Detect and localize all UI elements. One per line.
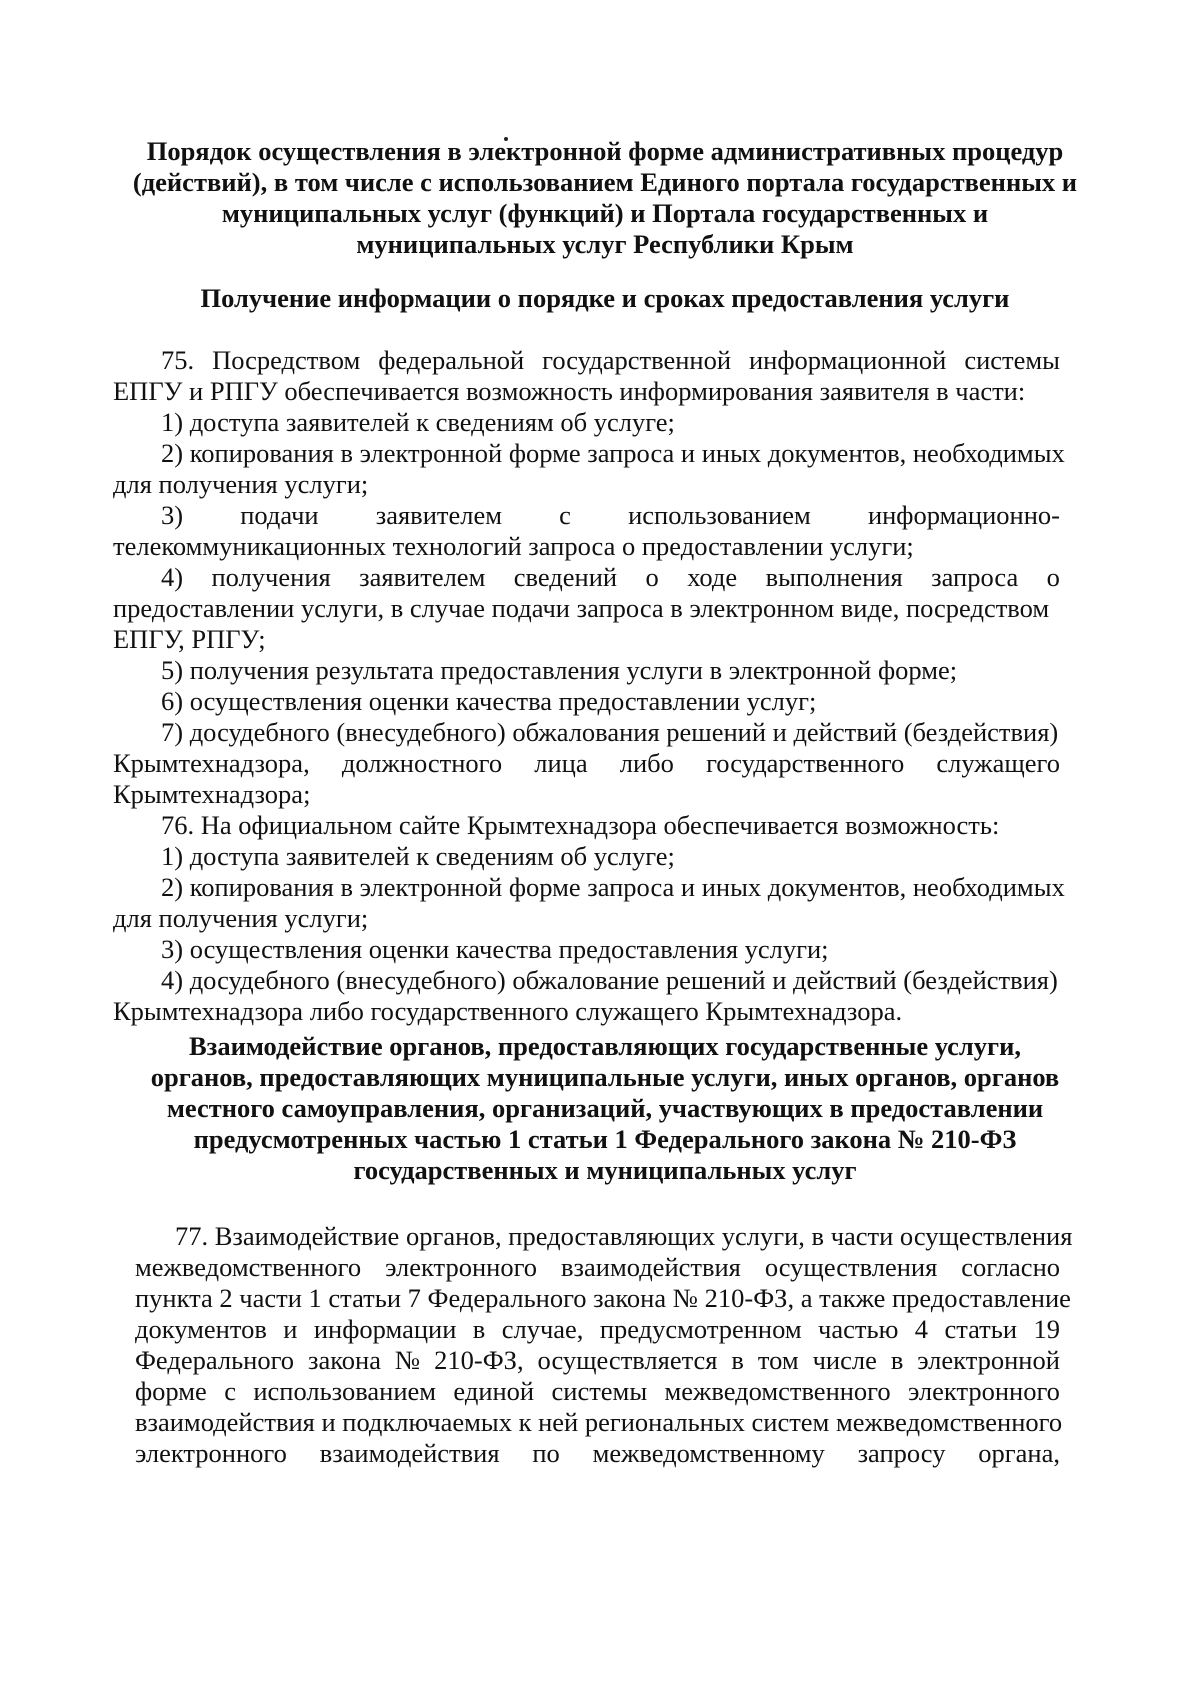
word: запросу bbox=[857, 1438, 946, 1468]
word: использованием bbox=[628, 500, 811, 530]
word: системы bbox=[964, 345, 1060, 375]
word: государственной bbox=[542, 345, 732, 375]
word: информационно- bbox=[867, 500, 1060, 530]
heading-line: местного самоуправления, организаций, участвующих в предоставлении bbox=[166, 1093, 1044, 1123]
justified-line bbox=[135, 1314, 1060, 1345]
word: ходе bbox=[687, 562, 738, 592]
word: 4 bbox=[914, 1314, 929, 1344]
heading-line: (действий), в том числе с использованием Единого портала государственных и bbox=[132, 167, 1078, 197]
word: системы bbox=[551, 1376, 648, 1406]
text-line: 4) досудебного (внесудебного) обжалование решений и действий (бездействия) bbox=[161, 965, 1058, 995]
word: либо bbox=[619, 748, 674, 778]
text-line: 6) осуществления оценки качества предоставлении услуг; bbox=[161, 686, 817, 716]
text-line: для получения услуги; bbox=[113, 903, 369, 933]
word: о bbox=[1046, 562, 1060, 592]
word: 19 bbox=[1033, 1314, 1060, 1344]
text-line: 1) доступа заявителей к сведениям об услуге; bbox=[161, 841, 675, 871]
word: запроса bbox=[931, 562, 1019, 592]
word: взаимодействия bbox=[319, 1438, 500, 1468]
document-title bbox=[110, 136, 1100, 260]
text-line: ЕПГУ, РПГУ; bbox=[113, 624, 266, 654]
word: о bbox=[645, 562, 659, 592]
text-line: 2) копирования в электронной форме запроса и иных документов, необходимых bbox=[161, 438, 1065, 468]
text-line: 76. На официальном сайте Крымтехнадзора обеспечивается возможность: bbox=[161, 810, 1000, 840]
word: случае, bbox=[501, 1314, 584, 1344]
heading-line: государственных и муниципальных услуг bbox=[353, 1155, 857, 1185]
text-line: взаимодействия и подключаемых к ней региональных систем межведомственного bbox=[135, 1407, 1063, 1437]
word: выполнения bbox=[765, 562, 903, 592]
word: 75. bbox=[161, 345, 195, 375]
justified-line bbox=[135, 1252, 1060, 1283]
word: подачи bbox=[240, 500, 319, 530]
section-heading bbox=[110, 283, 1100, 314]
word: документов bbox=[135, 1314, 267, 1344]
word: с bbox=[224, 1376, 236, 1406]
text-line: ЕПГУ и РПГУ обеспечивается возможность информирования заявителя в части: bbox=[113, 376, 1026, 406]
word: органа, bbox=[978, 1438, 1060, 1468]
heading-line: органов, предоставляющих муниципальные услуги, иных органов, органов bbox=[150, 1062, 1060, 1092]
text-line: 3) осуществления оценки качества предоставления услуги; bbox=[161, 934, 829, 964]
word: получения bbox=[211, 562, 331, 592]
word: заявителем bbox=[359, 562, 486, 592]
word: осуществляется bbox=[537, 1345, 718, 1375]
word: электронного bbox=[135, 1438, 287, 1468]
word: предусмотренном bbox=[599, 1314, 802, 1344]
word: электронной bbox=[917, 1345, 1060, 1375]
word: информационной bbox=[748, 345, 947, 375]
word: государственного bbox=[706, 748, 905, 778]
text-line: 7) досудебного (внесудебного) обжалования решений и действий (бездействия) bbox=[161, 717, 1059, 747]
heading-line: предусмотренных частью 1 статьи 1 Федерального закона № 210-ФЗ bbox=[193, 1124, 1017, 1154]
word: 210-ФЗ, bbox=[434, 1345, 524, 1375]
word: 3) bbox=[161, 500, 184, 530]
word: Федерального bbox=[135, 1345, 295, 1375]
text-line: для получения услуги; bbox=[113, 469, 369, 499]
word: заявителем bbox=[375, 500, 502, 530]
word: служащего bbox=[936, 748, 1060, 778]
word: согласно bbox=[961, 1252, 1060, 1282]
word: с bbox=[559, 500, 571, 530]
word: том bbox=[757, 1345, 799, 1375]
word: форме bbox=[135, 1376, 207, 1406]
word: межведомственному bbox=[592, 1438, 825, 1468]
word: Посредством bbox=[212, 345, 361, 375]
word: федеральной bbox=[378, 345, 525, 375]
word: осуществления bbox=[764, 1252, 938, 1282]
text-line: Крымтехнадзора либо государственного служащего Крымтехнадзора. bbox=[113, 996, 903, 1026]
word: и bbox=[283, 1314, 298, 1344]
justified-line bbox=[135, 1438, 1060, 1469]
word: закона bbox=[308, 1345, 381, 1375]
word: Крымтехнадзора, bbox=[113, 748, 310, 778]
justified-line bbox=[113, 562, 1060, 593]
word: межведомственного bbox=[135, 1252, 362, 1282]
heading-line: муниципальных услуг (функций) и Портала государственных и bbox=[221, 198, 989, 228]
justified-line bbox=[135, 1345, 1060, 1376]
justified-line bbox=[113, 500, 1060, 531]
word: частью bbox=[818, 1314, 899, 1344]
text-line: телекоммуникационных технологий запроса о предоставлении услуги; bbox=[113, 531, 914, 561]
word: числе bbox=[812, 1345, 877, 1375]
heading-line: Получение информации о порядке и сроках предоставления услуги bbox=[200, 283, 1010, 313]
word: № bbox=[394, 1345, 421, 1375]
text-line: Крымтехнадзора; bbox=[113, 779, 311, 809]
word: лица bbox=[534, 748, 588, 778]
word: использованием bbox=[253, 1376, 437, 1406]
heading-line: муниципальных услуг Республики Крым bbox=[356, 229, 854, 259]
text-line: 1) доступа заявителей к сведениям об услуге; bbox=[161, 407, 675, 437]
word: в bbox=[472, 1314, 486, 1344]
justified-line bbox=[113, 345, 1060, 376]
word: электронного bbox=[908, 1376, 1060, 1406]
word: в bbox=[731, 1345, 744, 1375]
word: информации bbox=[313, 1314, 457, 1344]
text-line: 5) получения результата предоставления услуги в электронной форме; bbox=[161, 655, 958, 685]
text-line: 2) копирования в электронной форме запроса и иных документов, необходимых bbox=[161, 872, 1065, 902]
justified-line bbox=[113, 748, 1060, 779]
word: статьи bbox=[944, 1314, 1018, 1344]
word: по bbox=[532, 1438, 560, 1468]
word: 4) bbox=[161, 562, 184, 592]
text-line: пункта 2 части 1 статьи 7 Федерального закона № 210-ФЗ, а также предоставление bbox=[135, 1283, 1071, 1313]
word: электронного bbox=[385, 1252, 538, 1282]
word: должностного bbox=[341, 748, 503, 778]
word: единой bbox=[453, 1376, 535, 1406]
word: сведений bbox=[513, 562, 618, 592]
heading-line: Взаимодействие органов, предоставляющих государственные услуги, bbox=[189, 1031, 1021, 1061]
word: взаимодействия bbox=[561, 1252, 741, 1282]
justified-line bbox=[135, 1376, 1060, 1407]
section-heading bbox=[110, 1031, 1100, 1186]
text-line: 77. Взаимодействие органов, предоставляющих услуги, в части осуществления bbox=[175, 1221, 1073, 1251]
word: межведомственного bbox=[664, 1376, 891, 1406]
word: в bbox=[890, 1345, 904, 1375]
text-line: предоставлении услуги, в случае подачи запроса в электронном виде, посредством bbox=[113, 593, 1050, 623]
heading-line: Порядок осуществления в электронной форме административных процедур bbox=[146, 136, 1064, 166]
section-body bbox=[113, 345, 1065, 1027]
section-body bbox=[135, 1221, 1073, 1469]
